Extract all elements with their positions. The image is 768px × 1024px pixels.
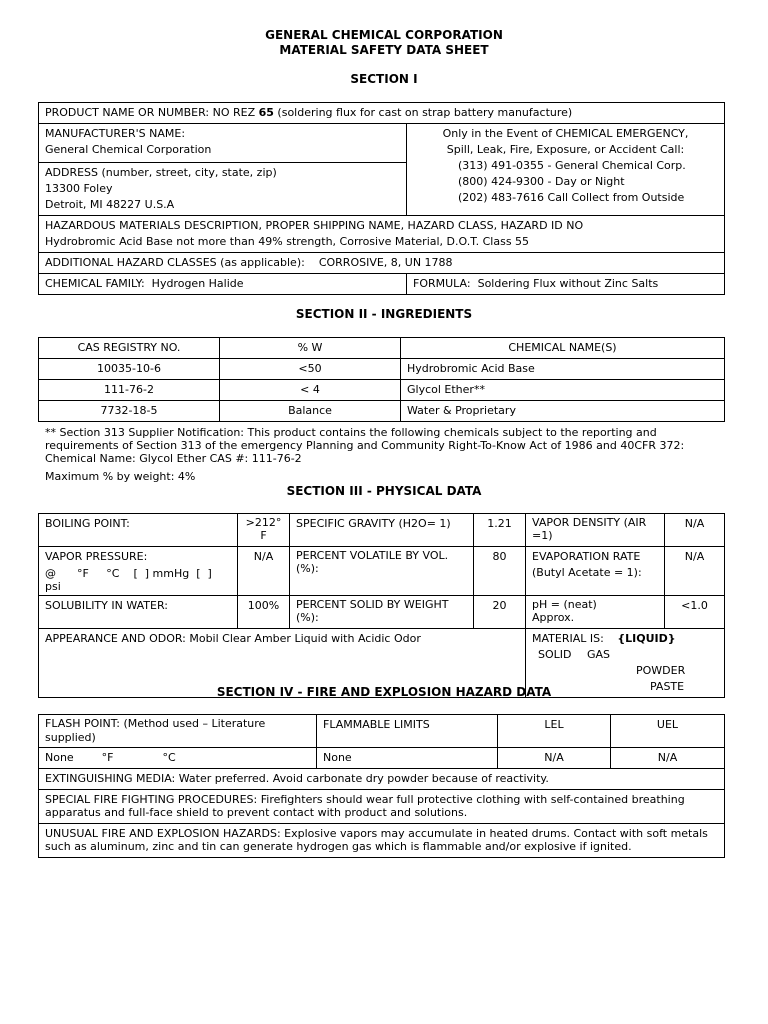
- additional-hazard-cell: ADDITIONAL HAZARD CLASSES (as applicable): CORROSIVE, 8, UN 1788: [39, 253, 725, 274]
- vapor-pressure-value: N/A: [238, 547, 290, 596]
- document-header: [0, 28, 768, 58]
- emergency-phone-2: (800) 424-9300 - Day or Night: [458, 175, 625, 188]
- vapor-pressure-label: VAPOR PRESSURE:: [45, 550, 148, 563]
- chemical-name-cell: Hydrobromic Acid Base: [401, 359, 725, 380]
- ph-label: pH = (neat): [532, 598, 597, 611]
- percent-cell: <50: [220, 359, 401, 380]
- ingredients-table: [38, 337, 725, 422]
- material-solid: SOLID: [538, 648, 572, 661]
- percent-volatile-value: 80: [474, 547, 526, 596]
- maximum-weight-note: Maximum % by weight: 4%: [45, 470, 196, 483]
- header-percent: % W: [220, 338, 401, 359]
- evaporation-rate-label: EVAPORATION RATE: [532, 550, 641, 563]
- solubility-label: SOLUBILITY IN WATER:: [39, 596, 238, 629]
- fire-hazard-table: [38, 714, 725, 858]
- hazmat-label: HAZARDOUS MATERIALS DESCRIPTION, PROPER SHIPPING NAME, HAZARD CLASS, HAZARD ID NO: [45, 219, 584, 232]
- appearance-odor-cell: APPEARANCE AND ODOR: Mobil Clear Amber Liquid with Acidic Odor: [39, 629, 526, 698]
- solubility-value: 100%: [238, 596, 290, 629]
- formula-cell: FORMULA: Soldering Flux without Zinc Salts: [407, 274, 725, 295]
- ph-value: <1.0: [665, 596, 725, 629]
- section-4-title: SECTION IV - FIRE AND EXPLOSION HAZARD DATA: [216, 685, 552, 699]
- specific-gravity-value: 1.21: [474, 514, 526, 547]
- special-fire-procedures: SPECIAL FIRE FIGHTING PROCEDURES: Firefighters should wear full protective clothing with self-contained breathing apparatus and full-face shield to prevent contact with product and solutions.: [39, 790, 725, 824]
- percent-solid-label: PERCENT SOLID BY WEIGHT (%):: [290, 596, 474, 629]
- document-title: MATERIAL SAFETY DATA SHEET: [279, 43, 489, 57]
- chemical-name-cell: Water & Proprietary: [401, 401, 725, 422]
- ph-cell: [526, 596, 665, 629]
- evaporation-rate-sub: (Butyl Acetate = 1):: [532, 566, 642, 579]
- manufacturer-label: MANUFACTURER'S NAME:: [45, 127, 186, 140]
- physical-data-table: [38, 513, 725, 698]
- evaporation-rate-value: N/A: [665, 547, 725, 596]
- chemical-name-cell: Glycol Ether**: [401, 380, 725, 401]
- boiling-point-label: BOILING POINT:: [39, 514, 238, 547]
- uel-value: N/A: [611, 748, 725, 769]
- manufacturer-cell: [39, 124, 407, 163]
- address-line-1: 13300 Foley: [45, 182, 113, 195]
- address-cell: [39, 163, 407, 216]
- percent-solid-value: 20: [474, 596, 526, 629]
- percent-cell: Balance: [220, 401, 401, 422]
- header-chemical-name: CHEMICAL NAME(S): [401, 338, 725, 359]
- ph-sub: Approx.: [532, 611, 575, 624]
- unusual-fire-hazards: UNUSUAL FIRE AND EXPLOSION HAZARDS: Explosive vapors may accumulate in heated drums. Contact with soft metals such as aluminum, zinc and tin can generate hydrogen gas which is flammable and/or explosive if ignited.: [39, 824, 725, 858]
- boiling-point-value: >212° F: [238, 514, 290, 547]
- product-description: (soldering flux for cast on strap battery manufacture): [273, 106, 573, 119]
- material-label: MATERIAL IS:: [532, 632, 604, 645]
- section-3-title: SECTION III - PHYSICAL DATA: [286, 484, 482, 498]
- emergency-cell: [407, 124, 725, 216]
- address-line-2: Detroit, MI 48227 U.S.A: [45, 198, 175, 211]
- ingredients-header-row: [39, 338, 725, 359]
- product-label: PRODUCT NAME OR NUMBER: NO REZ: [45, 106, 259, 119]
- uel-label: UEL: [611, 715, 725, 748]
- vapor-pressure-units: @ °F °C [ ] mmHg [ ] psi: [45, 567, 216, 593]
- material-powder: POWDER: [636, 664, 686, 677]
- lel-value: N/A: [498, 748, 611, 769]
- flammable-limits-value: None: [317, 748, 498, 769]
- company-name: GENERAL CHEMICAL CORPORATION: [265, 28, 503, 42]
- flammable-limits-label: FLAMMABLE LIMITS: [317, 715, 498, 748]
- section-2-title: SECTION II - INGREDIENTS: [295, 307, 473, 321]
- address-label: ADDRESS (number, street, city, state, zip): [45, 166, 277, 179]
- percent-cell: < 4: [220, 380, 401, 401]
- material-liquid: {LIQUID}: [617, 632, 676, 645]
- section-313-notice: ** Section 313 Supplier Notification: This product contains the following chemicals subject to the reporting and requirements of Section 313 of the emergency Planning and Community Right-To-Know Act of 1986 and 40CFR 372: Chemical Name: Glycol Ether CAS #: 111-76-2: [45, 426, 685, 465]
- extinguishing-media: EXTINGUISHING MEDIA: Water preferred. Avoid carbonate dry powder because of reactivity.: [39, 769, 725, 790]
- vapor-density-value: N/A: [665, 514, 725, 547]
- chemical-family-cell: CHEMICAL FAMILY: Hydrogen Halide: [39, 274, 407, 295]
- emergency-phone-3: (202) 483-7616 Call Collect from Outside: [458, 191, 685, 204]
- vapor-pressure-cell: [39, 547, 238, 596]
- table-row: [39, 401, 725, 422]
- specific-gravity-label: SPECIFIC GRAVITY (H2O= 1): [290, 514, 474, 547]
- manufacturer-value: General Chemical Corporation: [45, 143, 212, 156]
- flash-point-value: None °F °C: [39, 748, 317, 769]
- material-gas: GAS: [586, 648, 611, 661]
- header-cas: CAS REGISTRY NO.: [39, 338, 220, 359]
- table-row: [39, 380, 725, 401]
- vapor-density-label: VAPOR DENSITY (AIR =1): [526, 514, 665, 547]
- product-number: 65: [258, 106, 274, 119]
- section-1-table: [38, 102, 725, 295]
- hazmat-cell: [39, 216, 725, 253]
- cas-cell: 111-76-2: [39, 380, 220, 401]
- emergency-phone-1: (313) 491-0355 - General Chemical Corp.: [458, 159, 686, 172]
- material-paste: PASTE: [650, 680, 685, 693]
- section-1-title: SECTION I: [350, 72, 418, 86]
- lel-label: LEL: [498, 715, 611, 748]
- percent-volatile-label: PERCENT VOLATILE BY VOL. (%):: [290, 547, 474, 596]
- table-row: [39, 359, 725, 380]
- emergency-line-1: Only in the Event of CHEMICAL EMERGENCY,: [442, 127, 689, 140]
- hazmat-value: Hydrobromic Acid Base not more than 49% strength, Corrosive Material, D.O.T. Class 55: [45, 235, 530, 248]
- cas-cell: 7732-18-5: [39, 401, 220, 422]
- flash-point-label: FLASH POINT: (Method used – Literature supplied): [39, 715, 317, 748]
- emergency-line-2: Spill, Leak, Fire, Exposure, or Accident Call:: [446, 143, 685, 156]
- evaporation-rate-cell: [526, 547, 665, 596]
- cas-cell: 10035-10-6: [39, 359, 220, 380]
- product-name-cell: [39, 103, 725, 124]
